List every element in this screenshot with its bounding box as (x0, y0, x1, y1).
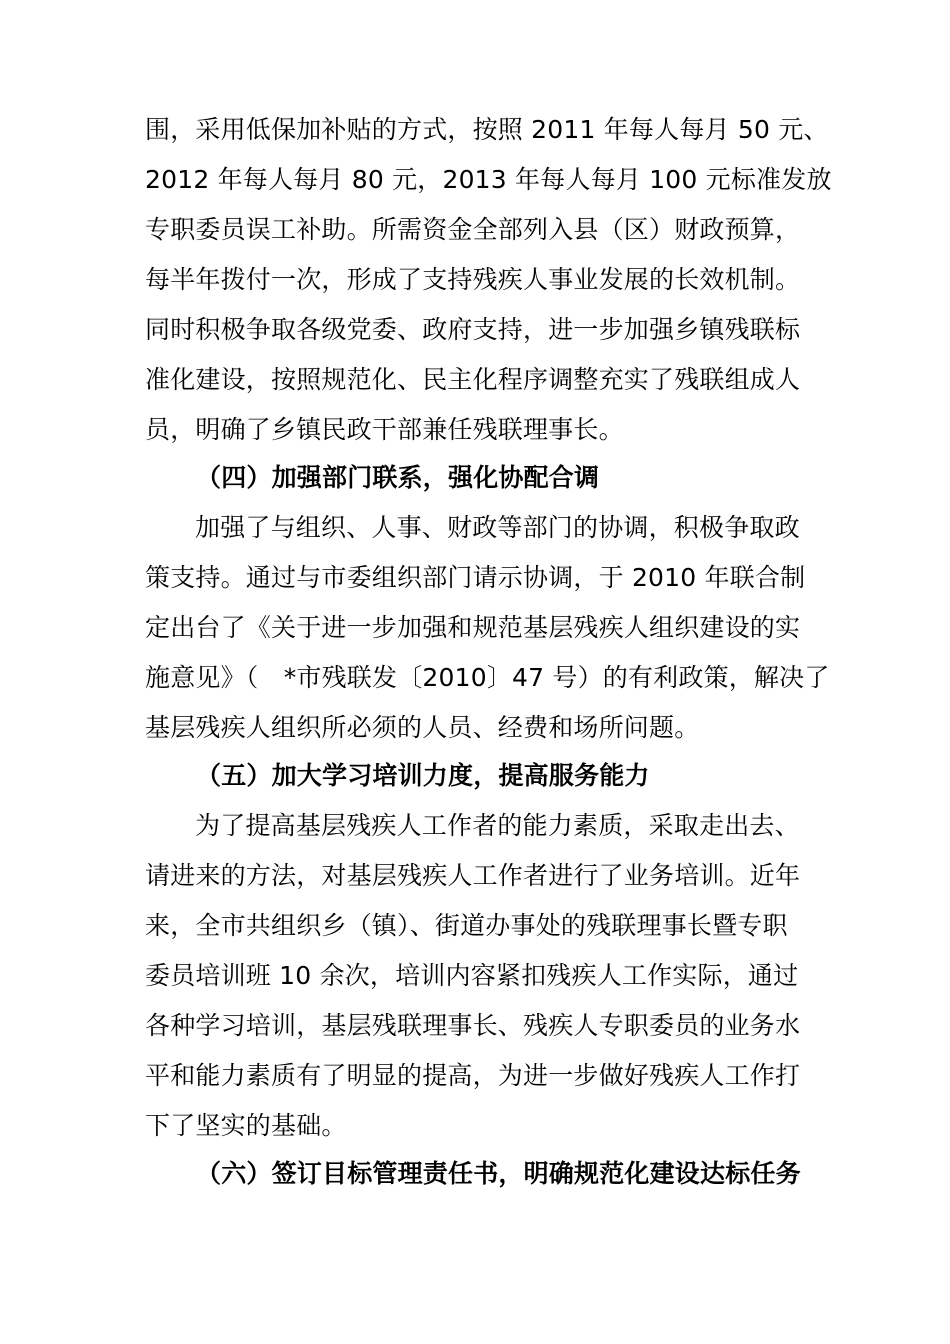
text-line: 每半年拨付一次，形成了支持残疾人事业发展的长效机制。 (145, 265, 801, 294)
text-line: 委员培训班 10 余次，培训内容紧扣残疾人工作实际，通过 (145, 961, 799, 990)
text-line: 为了提高基层残疾人工作者的能力素质，采取走出去、 (195, 811, 800, 840)
text-line: 员，明确了乡镇民政干部兼任残联理事长。 (145, 415, 624, 444)
text-line: 准化建设，按照规范化、民主化程序调整充实了残联组成人 (145, 365, 801, 394)
text-line: 基层残疾人组织所必须的人员、经费和场所问题。 (145, 713, 700, 742)
text-line: 同时积极争取各级党委、政府支持，进一步加强乡镇残联标 (145, 315, 801, 344)
section-heading: （四）加强部门联系，强化协配合调 (196, 463, 600, 492)
text-line: 下了坚实的基础。 (145, 1111, 347, 1140)
text-line: 来，全市共组织乡（镇）、街道办事处的残联理事长暨专职 (145, 911, 788, 940)
text-line: 请进来的方法，对基层残疾人工作者进行了业务培训。近年 (145, 861, 801, 890)
text-line: 平和能力素质有了明显的提高，为进一步做好残疾人工作打 (145, 1061, 801, 1090)
text-line: 施意见》（ *市残联发〔2010〕47 号）的有利政策，解决了 (145, 663, 830, 692)
text-line: 专职委员误工补助。所需资金全部列入县（区）财政预算， (145, 215, 801, 244)
section-heading: （六）签订目标管理责任书，明确规范化建设达标任务 (196, 1159, 801, 1188)
section-heading: （五）加大学习培训力度，提高服务能力 (196, 761, 650, 790)
text-line: 定出台了《关于进一步加强和规范基层残疾人组织建设的实 (145, 613, 801, 642)
text-line: 各种学习培训，基层残联理事长、残疾人专职委员的业务水 (145, 1011, 801, 1040)
text-line: 围，采用低保加补贴的方式，按照 2011 年每人每月 50 元、 (145, 115, 829, 144)
text-line: 策支持。通过与市委组织部门请示协调，于 2010 年联合制 (145, 563, 806, 592)
text-line: 加强了与组织、人事、财政等部门的协调，积极争取政 (195, 513, 800, 542)
text-line: 2012 年每人每月 80 元，2013 年每人每月 100 元标准发放 (145, 165, 832, 194)
